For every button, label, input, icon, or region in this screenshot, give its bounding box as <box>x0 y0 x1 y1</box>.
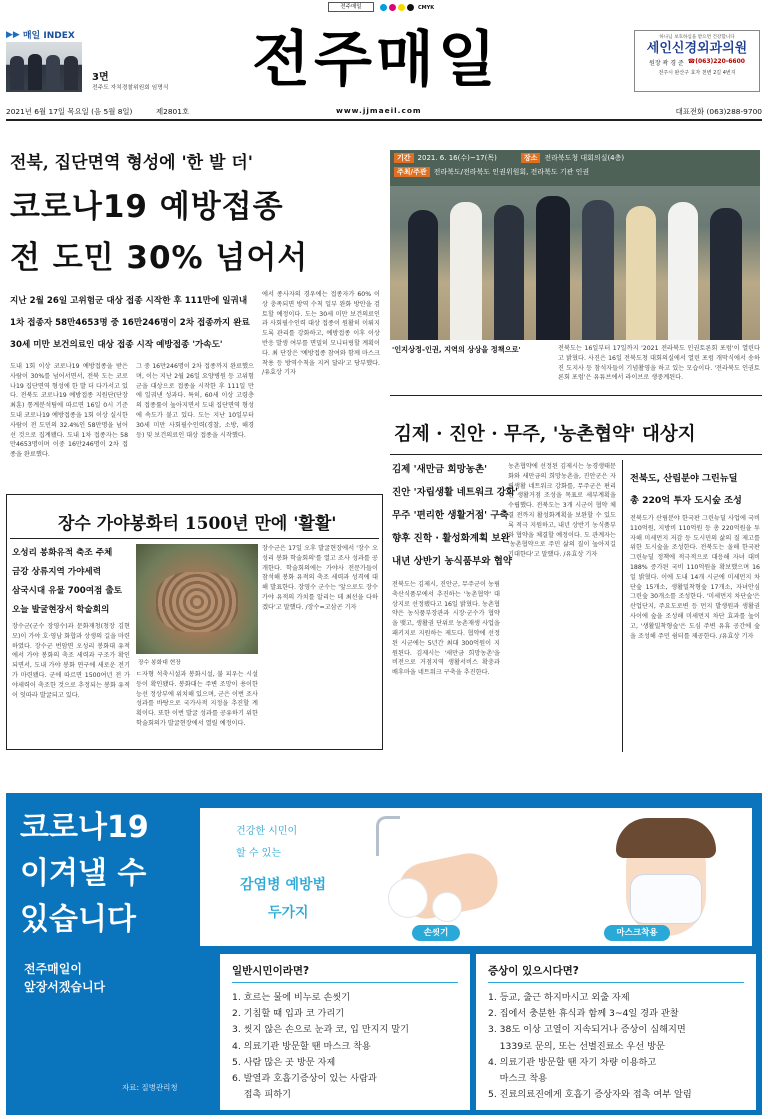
gaya-sub-2: 금강 상류지역 가야세력 <box>12 567 101 577</box>
campaign-title-3: 있습니다 <box>20 902 136 937</box>
agri-col-2: 농촌협약에 선정된 김제시는 농경생태문화와 새만금의 희망농촌을, 진안군은 자립생활 네트워크 강화를, 무주군은 편리한 생활거점 조성을 목표로 세부계획을 수립했다. 전북도는 3개 시군이 협약 체결 전까지 활성화계획을 보완할 수 있도록 적극 지원하고, 내년 상반기 농식품부와 협약을 체결할 예정이다. 도 관계자는 '농촌협약으로 주민 삶의 질이 높아지길 기대한다'고 말했다. /유효상 기자 <box>508 463 616 559</box>
symptom-item: 3. 38도 이상 고열이 지속되거나 증상이 심해지면 <box>488 1024 686 1036</box>
agri-sub-3: 무주 '편리한 생활거점' 구축 <box>392 510 509 521</box>
banner-row-2 <box>390 166 760 178</box>
clinic-ad-tagline: 하나님 보호하심을 받으면 건강합니다 <box>659 35 735 40</box>
person-5 <box>582 200 614 340</box>
green-title-1: 전북도, 산림분야 그린뉴딜 <box>630 473 738 484</box>
general-item: 2. 기침할 때 입과 코 가리기 <box>232 1008 345 1020</box>
clinic-ad-doctor: 원장 곽 경 준 <box>649 60 684 67</box>
newspaper-logo: 전주매일 <box>252 25 500 95</box>
photo-caption-title: '인지상정-인권, 지역의 상상을 정책으로' <box>392 345 521 354</box>
agri-green-divider <box>622 460 623 752</box>
clinic-ad <box>634 30 760 92</box>
general-item: 접촉 피하기 <box>232 1089 291 1101</box>
campaign-sub-1: 전주매일이 <box>24 962 82 976</box>
agri-sub-1: 김제 '새만금 희망농촌' <box>392 464 488 475</box>
general-citizens-box <box>220 954 470 1110</box>
agri-sub-5: 내년 상반기 농식품부와 협약 <box>392 556 513 567</box>
general-item: 3. 씻지 않은 손으로 눈과 코, 입 만지지 말기 <box>232 1024 410 1036</box>
date-line <box>6 106 762 118</box>
lead-headline-2: 전 도민 30% 넘어서 <box>10 240 309 276</box>
general-citizens-title-rule <box>232 982 458 983</box>
person-4 <box>536 196 570 340</box>
clinic-ad-name: 세인신경외과의원 <box>646 41 748 56</box>
campaign-title-1: 코로나19 <box>20 810 149 845</box>
agri-top-rule <box>390 395 762 396</box>
index-page: 3면 <box>92 72 109 83</box>
symptom-item: 4. 의료기관 방문할 땐 자기 차량 이용하고 <box>488 1056 657 1068</box>
index-header <box>6 28 156 41</box>
person-3 <box>494 205 524 340</box>
forum-photo <box>390 150 760 340</box>
gaya-sub-4: 오늘 발굴현장서 학술회의 <box>12 605 110 615</box>
clinic-ad-contact <box>635 58 759 67</box>
gaya-sub-3: 삼국시대 유물 700여점 출토 <box>12 586 122 596</box>
person-8 <box>710 208 742 340</box>
person-7 <box>668 202 698 340</box>
symptoms-box <box>476 954 756 1110</box>
symptom-item: 2. 집에서 충분한 휴식과 함께 3~4일 경과 관찰 <box>488 1008 679 1020</box>
symptom-item: 1339로 문의, 또는 선별진료소 우선 방문 <box>488 1040 665 1052</box>
index-photo <box>6 42 82 92</box>
general-item: 1. 흐르는 물에 비누로 손씻기 <box>232 992 351 1003</box>
person-6 <box>626 206 656 340</box>
hand-wash-illustration <box>384 838 510 938</box>
agri-sub-4: 향후 진학 · 활성화계획 보완 <box>392 533 510 544</box>
agri-headline: 김제 · 진안 · 무주, '농촌협약' 대상지 <box>394 424 696 445</box>
agri-col-1: 전북도는 김제시, 진안군, 무주군이 농림축산식품부에서 추진하는 '농촌협약' 대상지로 선정됐다고 16일 밝혔다. 농촌협약은 농식품부장관과 시장·군수가 협약을 맺고, 생활권 단위로 농촌재생 사업을 패키지로 지원하는 제도다. 협약에 선정된 시군에는 5년간 최대 300억원이 지원된다. 김제시는 '새만금 희망농촌'을 비전으로 거점지역 생활서비스 확충과 배후마을 네트워크 구축을 추진한다. <box>392 581 500 677</box>
campaign-title-2: 이겨낼 수 <box>20 856 147 891</box>
issue-number: 제2801호 <box>156 107 190 116</box>
green-body: 전북도가 산림분야 한국판 그린뉴딜 사업에 국비 110억원, 지방비 110억원 등 총 220억원을 투자해 미세먼지 저감 등 도시민의 삶의 질 제고를 위한 도시숲을 조성한다. 전북도는 올해 한국판 그린뉴딜 정책에 적극적으로 대응해 자녀 대비 188% 증가된 국비 110억원을 확보했으며 16일 밝혔다. 이에 도내 14개 시군에 미세먼지 차단숲 15개소, 생활밀착형숲 17개소, 자녀안심 그린숲 30개소를 조성한다. '미세먼지 차단숲'은 산업단지, 주요도로변 등 먼지 발생원과 생활권 사이에 숲을 조성해 미세먼지 차단 효과를 높이고, '생활밀착형숲'은 도심 주변 유휴 공간에 숲을 조성해 주민 쉼터를 제공한다. /유효상 기자 <box>630 515 760 640</box>
general-item: 5. 사람 많은 곳 방문 자제 <box>232 1056 336 1068</box>
general-item: 6. 발열과 호흡기증상이 있는 사람과 <box>232 1073 377 1085</box>
cmyk-marks <box>380 3 434 12</box>
bubble-main-1: 감염병 예방법 <box>240 877 327 893</box>
lead-subheads <box>10 290 260 356</box>
main-phone: 대표전화 (063)288-9700 <box>675 107 762 116</box>
agri-head-rule <box>390 454 762 455</box>
masthead-rule <box>6 119 762 121</box>
gaya-photo-stones <box>156 572 238 632</box>
banner-row-1 <box>390 150 760 166</box>
lead-sub-3: 30세 미만 보건의료인 대상 접종 시작 예방접종 '가속도' <box>10 340 223 350</box>
person-1 <box>408 210 438 340</box>
campaign-sub-2: 앞장서겠습니다 <box>24 980 106 994</box>
gaya-sub-1: 오성리 봉화유적 축조 주체 <box>12 548 113 558</box>
person-2 <box>450 202 482 340</box>
banner-period-label: 기간 <box>394 153 414 163</box>
index-label: 매일 INDEX <box>22 31 75 41</box>
gaya-col-2: ㄷ자형 석축시설과 봉화시설, 불 피우는 시설 등이 확인됐다. 봉화대는 주변 조망이 용이한 능선 정상부에 위치해 있으며, 군은 이번 조사 성과를 바탕으로 국가사적 지정을 추진할 계획이다. 또한 이번 발굴 성과를 공유하기 위한 학술회의가 발굴현장에서 열릴 예정이다. <box>136 671 258 727</box>
hand-wash-tag: 손씻기 <box>412 925 460 941</box>
general-item: 4. 의료기관 방문할 땐 마스크 착용 <box>232 1040 371 1052</box>
symptoms-list <box>488 990 692 1103</box>
gaya-headline: 장수 가야봉화터 1500년 만에 '활활' <box>58 514 337 534</box>
green-title-2: 총 220억 투자 도시숲 조성 <box>630 495 742 506</box>
cmyk-text: CMYK <box>418 4 435 11</box>
mask-tag: 마스크착용 <box>604 925 670 941</box>
symptoms-title-rule <box>488 982 744 983</box>
speech-bubble <box>222 822 362 926</box>
index-caption: 전주도 자치경찰위원회 임명식 <box>92 85 169 91</box>
cmyk-dot-m <box>389 4 396 11</box>
agri-sub-2: 진안 '자립생활 네트워크 강화' <box>392 487 518 498</box>
bubble-line-2: 할 수 있는 <box>236 848 281 859</box>
banner-host-label: 주최/주관 <box>394 167 430 177</box>
clinic-ad-phone: ☎(063)220-6600 <box>687 58 745 65</box>
symptoms-title: 증상이 있으시다면? <box>488 965 579 977</box>
double-arrow-icon: ▶▶ <box>6 29 20 40</box>
lead-sub-2: 1차 접종자 58만4653명 중 16만246명이 2차 접종까지 완료 <box>10 318 250 328</box>
issue-date: 2021년 6월 17일 목요일 (음 5월 8일) <box>6 107 133 116</box>
site-url: www.jjmaeil.com <box>336 106 422 115</box>
symptom-item: 1. 등교, 출근 하지마시고 외출 자제 <box>488 992 630 1003</box>
lead-col-2: 그 중 16만246명이 2차 접종까지 완료했으며, 이는 지난 2월 26일 요양병원 등 고위험군을 대상으로 접종을 시작한 후 111일 만에 일궈낸 성과다. 특히, 60세 이상 고령층의 접종률이 높아지면서 도내 집단면역 형성에 속도가 붙고 있다. 도는 지난 10일부터 30세 미만 사회필수인력(경찰, 소방, 해경 등) 및 보건의료인 대상 접종을 시작했다. <box>136 363 254 439</box>
banner-period: 2021. 6. 16(수)~17(목) <box>417 154 497 162</box>
campaign-source: 자료: 질병관리청 <box>122 1083 178 1092</box>
cmyk-dot-c <box>380 4 387 11</box>
lead-kicker: 전북, 집단면역 형성에 '한 발 더' <box>10 153 253 173</box>
bubble-line-1: 건강한 시민이 <box>236 826 298 837</box>
cmyk-dot-k <box>407 4 414 11</box>
photo-caption: 전북도는 16일부터 17일까지 '2021 전라북도 인권토론회 포럼'이 열린다고 밝혔다. 사진은 16일 전북도청 대회의실에서 열린 포럼 개막식에서 송하진 도지사 등 참석자들이 기념촬영을 하고 있는 모습이다. '전라북도 인권토론회 포럼'은 유튜브에서 라이브로 생중계된다. <box>558 345 760 382</box>
gaya-photo <box>136 544 258 654</box>
lead-col-1: 도내 1회 이상 코로나19 예방접종을 받은 사람이 30%를 넘어서면서, 전북 도는 코로나19 집단면역 형성에 한 발 더 다가서고 있다. 전북도 코로나19 예방접종 지원단(단장 최훈) 통계분석팀에 따르면 16일 0시 기준 도내 코로나19 예방접종을 1회 이상 실시한 사람이 전 도민의 32.4%인 58만명을 넘어선 것으로 집계됐다. 도내 1차 접종자는 58만4653명이며 이중 16만246명이 2차 접종을 완료했다. <box>10 363 128 459</box>
lead-sub-1: 지난 2월 26일 고위험군 대상 접종 시작한 후 111만에 일궈내 <box>10 296 248 306</box>
symptom-item: 마스크 착용 <box>488 1073 547 1085</box>
banner-place-label: 장소 <box>521 153 541 163</box>
index-box <box>6 28 169 106</box>
top-label: 전주매일 <box>340 4 362 10</box>
lead-headline-1: 코로나19 예방접종 <box>10 189 284 225</box>
banner-place: 전라북도청 대회의실(4층) <box>544 154 625 162</box>
faucet-icon <box>376 816 400 856</box>
banner-host: 전라북도/전라북도 인권위원회, 전라북도 기관 인권 <box>433 168 590 176</box>
clinic-ad-address: 전주시 완산구 효자 천변 2길 4번지 <box>658 70 736 76</box>
gaya-subheads <box>12 544 142 620</box>
gaya-col-1: 장수군(군수 장영수)과 문화재청(청장 김현모)이 가야 호·영남 화합과 상생의 길을 마련하였다. 장수군 번암면 오성리 봉화대 유적에서 가야 봉화의 축조 세력과 구조가 확인되면서, 도내 가야 봉화 연구에 새로운 전기가 마련됐다. 군에 따르면 1500여년 전 가야세력이 축조한 것으로 추정되는 봉화 유적이 잇따라 발굴되고 있다. <box>12 623 130 699</box>
gaya-col-3: 장수군은 17일 오후 발굴현장에서 '장수 오성리 봉화 학술회의'를 열고 조사 성과를 공개한다. 학술회의에는 가야사 전문가들이 참석해 봉화 유적의 축조 세력과 성격에 대해 발표한다. 장영수 군수는 '앞으로도 장수가야 유적의 가치를 알리는 데 최선을 다하겠다'고 말했다. /장수=고삼곤 기자 <box>262 545 378 611</box>
gaya-photo-caption: 장수 봉화대 현장 <box>138 660 181 666</box>
top-label-box <box>328 2 374 12</box>
lead-col-3: 에서 종사자의 경우에는 접종자가 60% 이상 충족되면 방역 수칙 일부 완화 방안을 검토할 예정이다. 도는 30세 미만 보건의료인과 사회필수인력 대상 접종이 원활히 이뤄지도록 관리를 강화하고, 예방접종 이후 이상반응 발생 여부를 면밀히 모니터링할 계획이다. 최 단장은 '예방접종 참여와 함께 마스크 착용 등 방역수칙을 지켜 달라'고 당부했다. /유효상 기자 <box>262 291 380 377</box>
photo-banner <box>390 150 760 186</box>
cmyk-dot-y <box>398 4 405 11</box>
general-citizens-title: 일반시민이라면? <box>232 965 310 977</box>
general-citizens-list <box>232 990 409 1103</box>
gaya-head-rule <box>10 538 379 539</box>
bubble-main-2: 두가지 <box>268 905 309 921</box>
symptom-item: 5. 진료의료진에게 호흡기 증상자와 접촉 여부 알림 <box>488 1089 692 1101</box>
